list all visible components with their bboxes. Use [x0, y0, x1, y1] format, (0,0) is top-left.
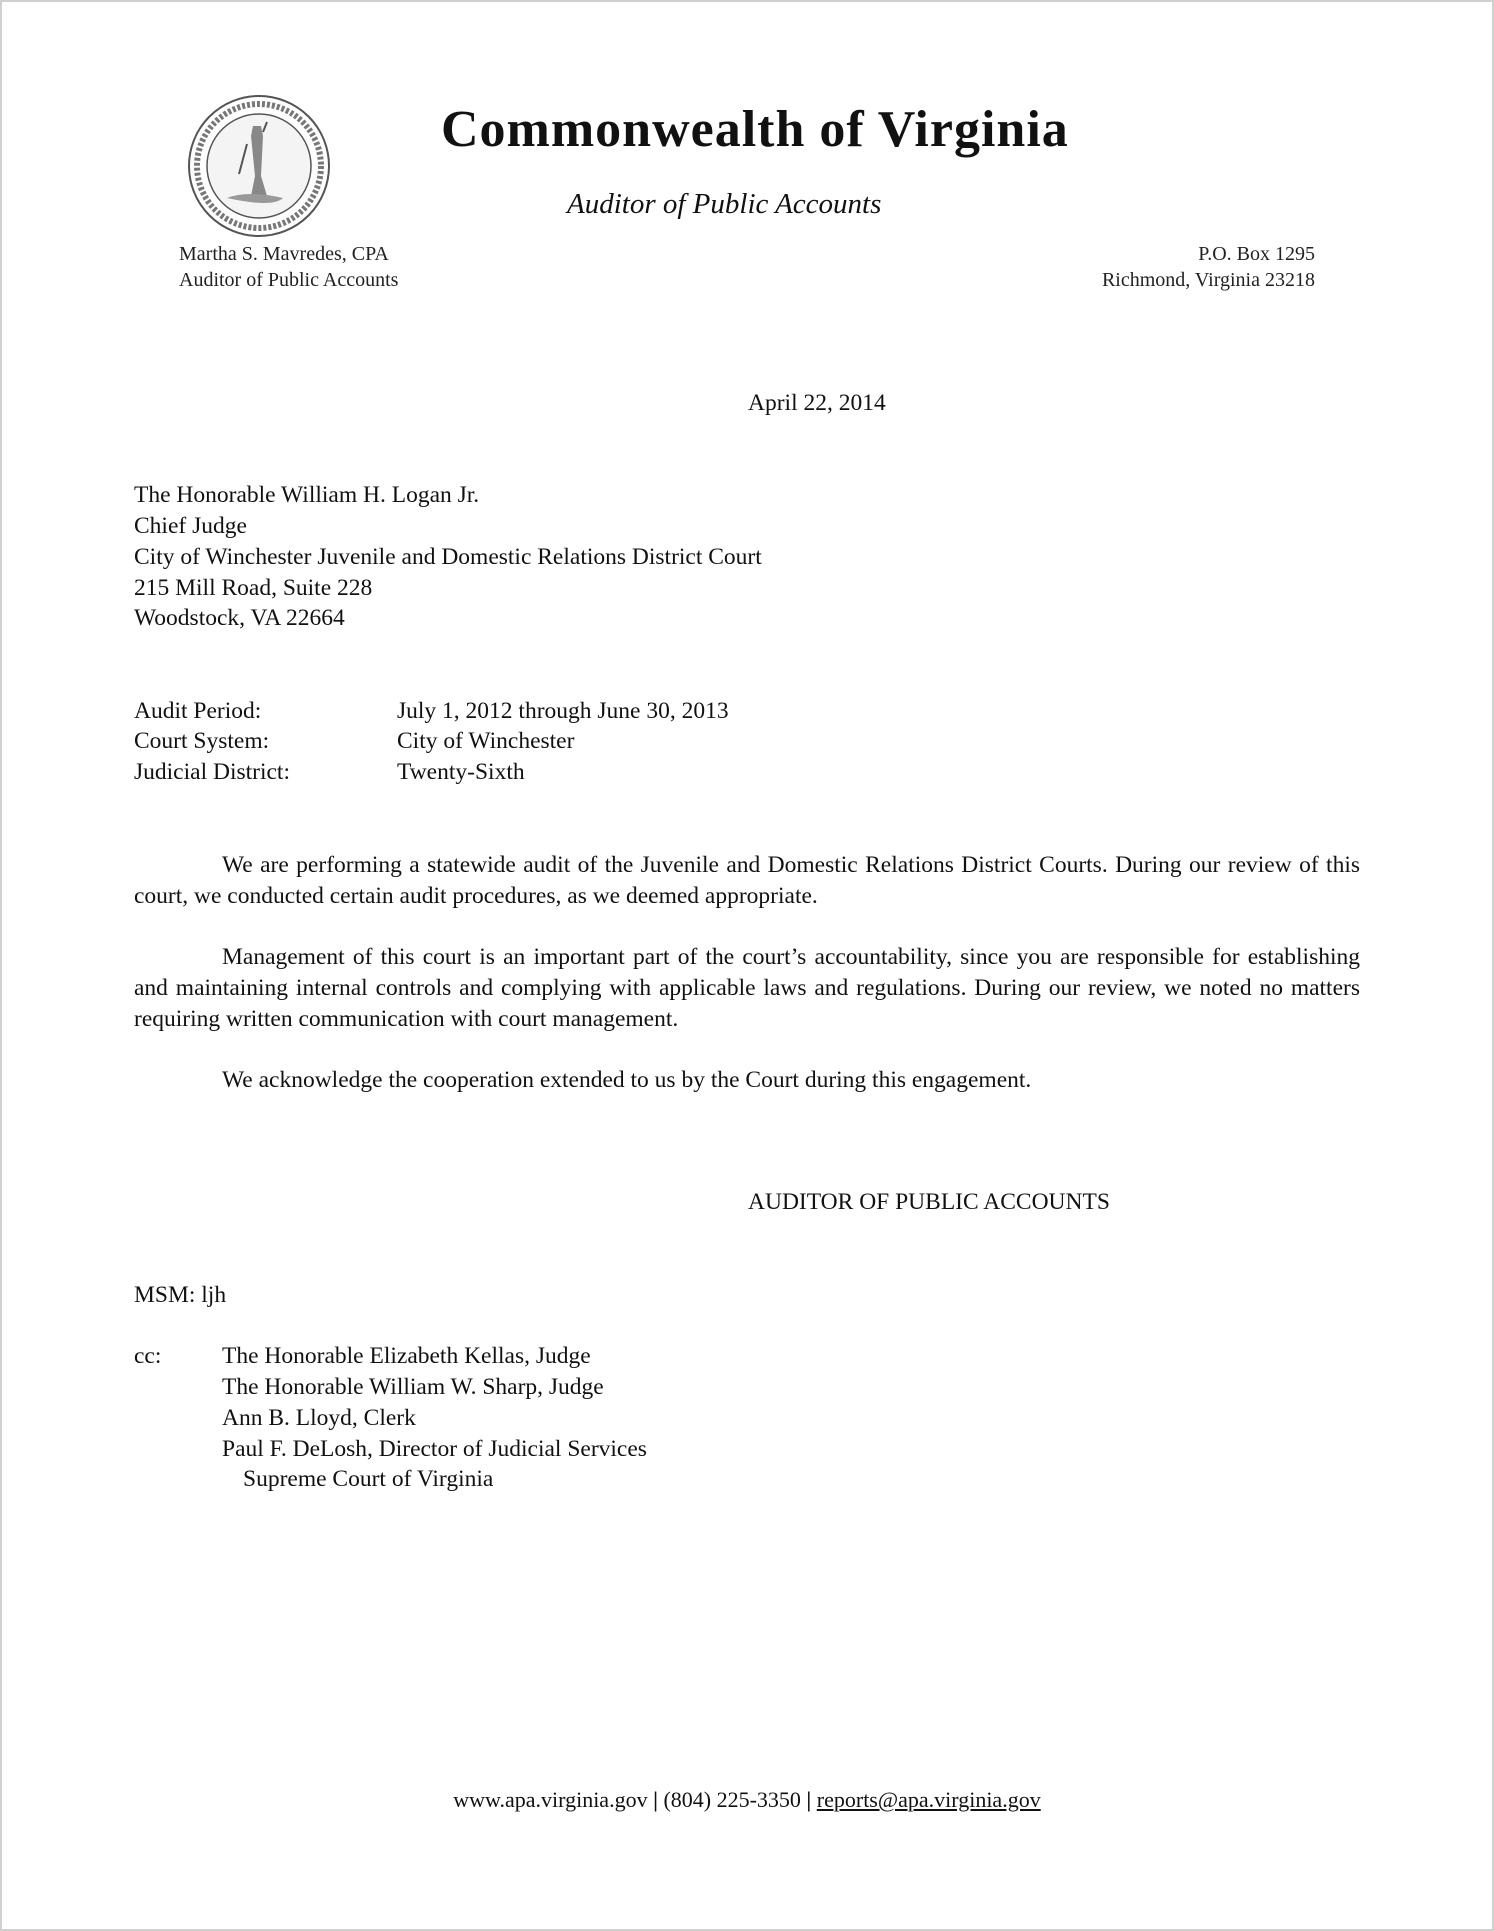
auditor-name: Martha S. Mavredes, CPA: [179, 243, 389, 265]
body-paragraph: Management of this court is an important part of the court’s accountability, since you are responsible for establishing and maintaining internal controls and complying with applicable laws and regulations. During our review, we noted no matters requiring written communication with court management.: [134, 944, 1360, 1032]
addressee-line: 215 Mill Road, Suite 228: [134, 575, 373, 601]
footer: [0, 1786, 1494, 1814]
body-paragraph: We are performing a statewide audit of the Juvenile and Domestic Relations District Courts. During our review of this court, we conducted certain audit procedures, as we deemed appropriate.: [134, 852, 1360, 909]
addressee-line: The Honorable William H. Logan Jr.: [134, 482, 480, 508]
signature-block: AUDITOR OF PUBLIC ACCOUNTS: [748, 1189, 1110, 1215]
audit-period-value: July 1, 2012 through June 30, 2013: [397, 698, 729, 724]
footer-website[interactable]: www.apa.virginia.gov: [453, 1787, 648, 1812]
court-system-value: City of Winchester: [397, 728, 575, 754]
footer-separator: |: [806, 1787, 812, 1812]
letterhead-subtitle: Auditor of Public Accounts: [567, 188, 882, 220]
auditor-title: Auditor of Public Accounts: [179, 269, 399, 291]
cc-item: The Honorable William W. Sharp, Judge: [222, 1374, 604, 1400]
cc-label: cc:: [134, 1343, 162, 1369]
judicial-district-label: Judicial District:: [134, 759, 290, 785]
cc-item: Ann B. Lloyd, Clerk: [222, 1405, 416, 1431]
cc-item: The Honorable Elizabeth Kellas, Judge: [222, 1343, 591, 1369]
addressee-line: Chief Judge: [134, 513, 247, 539]
city-state: Richmond, Virginia 23218: [1101, 269, 1315, 291]
addressee-line: Woodstock, VA 22664: [134, 605, 345, 631]
footer-separator: |: [653, 1787, 658, 1812]
footer-phone: (804) 225-3350: [663, 1787, 801, 1812]
addressee-line: City of Winchester Juvenile and Domestic Relations District Court: [134, 544, 762, 570]
initials: MSM: ljh: [134, 1282, 227, 1308]
cc-item: Paul F. DeLosh, Director of Judicial Services: [222, 1436, 647, 1462]
virginia-seal-logo: [187, 94, 331, 238]
judicial-district-value: Twenty-Sixth: [397, 759, 525, 785]
audit-period-label: Audit Period:: [134, 698, 262, 724]
body-paragraph: We acknowledge the cooperation extended to us by the Court during this engagement.: [222, 1067, 1032, 1093]
cc-item: Supreme Court of Virginia: [243, 1466, 494, 1492]
letter-date: April 22, 2014: [748, 390, 886, 416]
letterhead-title: Commonwealth of Virginia: [441, 101, 1069, 158]
court-system-label: Court System:: [134, 728, 270, 754]
footer-email-link[interactable]: reports@apa.virginia.gov: [816, 1787, 1041, 1812]
po-box: P.O. Box 1295: [1198, 243, 1315, 265]
